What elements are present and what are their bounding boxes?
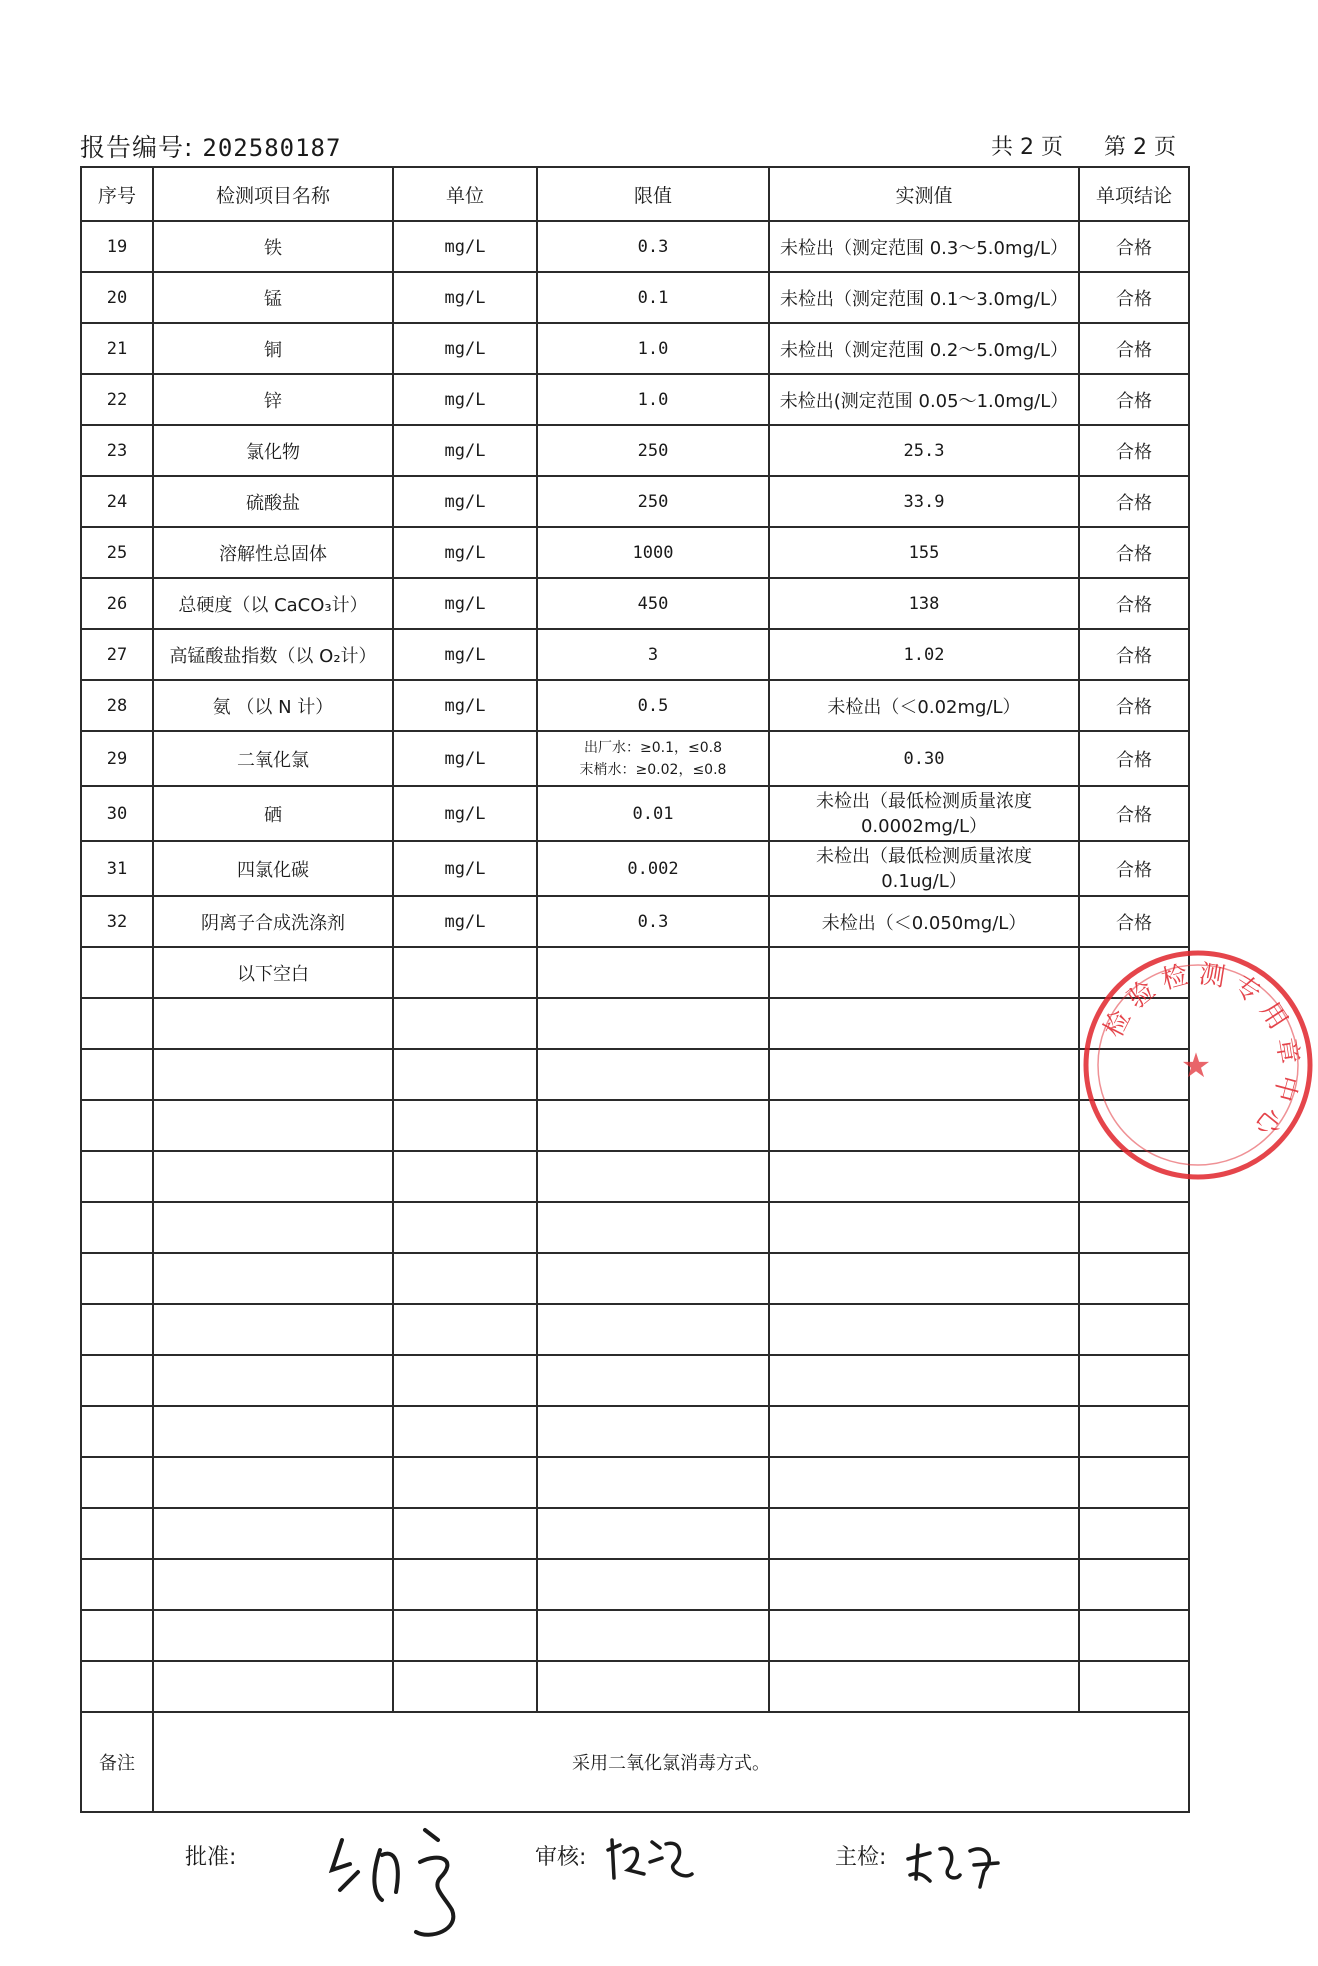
empty-cell bbox=[393, 1100, 537, 1151]
row-conclusion: 合格 bbox=[1079, 896, 1189, 947]
empty-cell bbox=[1079, 1559, 1189, 1610]
empty-cell bbox=[81, 1406, 153, 1457]
row-item: 铁 bbox=[153, 221, 393, 272]
row-result: 未检出（测定范围 0.2～5.0mg/L） bbox=[769, 323, 1079, 374]
empty-cell bbox=[393, 1508, 537, 1559]
col-header-result: 实测值 bbox=[769, 167, 1079, 221]
empty-cell bbox=[153, 1508, 393, 1559]
empty-cell bbox=[153, 1406, 393, 1457]
empty-cell bbox=[769, 1304, 1079, 1355]
empty-cell bbox=[81, 1304, 153, 1355]
empty-cell bbox=[393, 1304, 537, 1355]
official-stamp bbox=[1078, 945, 1318, 1185]
total-pages: 共 2 页 bbox=[991, 135, 1064, 160]
empty-cell bbox=[537, 947, 769, 998]
row-unit: mg/L bbox=[393, 896, 537, 947]
empty-cell bbox=[393, 998, 537, 1049]
row-conclusion: 合格 bbox=[1079, 527, 1189, 578]
row-unit: mg/L bbox=[393, 680, 537, 731]
table-row bbox=[81, 731, 1189, 786]
col-header-conclusion: 单项结论 bbox=[1079, 167, 1189, 221]
empty-cell bbox=[1079, 1457, 1189, 1508]
row-no: 32 bbox=[81, 896, 153, 947]
table-row bbox=[81, 527, 1189, 578]
empty-cell bbox=[769, 998, 1079, 1049]
empty-cell bbox=[393, 947, 537, 998]
row-limit: 250 bbox=[537, 425, 769, 476]
test-results-table bbox=[80, 166, 1190, 1813]
empty-cell bbox=[769, 1610, 1079, 1661]
empty-cell bbox=[1079, 1253, 1189, 1304]
empty-cell bbox=[393, 1253, 537, 1304]
row-unit: mg/L bbox=[393, 731, 537, 786]
row-item: 硒 bbox=[153, 786, 393, 841]
row-item: 溶解性总固体 bbox=[153, 527, 393, 578]
empty-cell bbox=[769, 1406, 1079, 1457]
empty-cell bbox=[81, 1559, 153, 1610]
empty-cell bbox=[153, 1202, 393, 1253]
approve-signature bbox=[320, 1800, 500, 1950]
table-header-row bbox=[81, 167, 1189, 221]
empty-cell bbox=[81, 1508, 153, 1559]
empty-cell bbox=[1079, 1355, 1189, 1406]
note-row bbox=[81, 1712, 1189, 1812]
row-result: 138 bbox=[769, 578, 1079, 629]
table-row bbox=[81, 578, 1189, 629]
result-line-1: 未检出（最低检测质量浓度 bbox=[816, 845, 1032, 867]
row-conclusion: 合格 bbox=[1079, 374, 1189, 425]
row-no: 25 bbox=[81, 527, 153, 578]
row-result: 0.30 bbox=[769, 731, 1079, 786]
row-no: 29 bbox=[81, 731, 153, 786]
empty-cell bbox=[81, 947, 153, 998]
row-no: 30 bbox=[81, 786, 153, 841]
report-number bbox=[80, 128, 341, 164]
empty-cell bbox=[1079, 1202, 1189, 1253]
empty-cell bbox=[537, 1661, 769, 1712]
row-no: 26 bbox=[81, 578, 153, 629]
row-unit: mg/L bbox=[393, 221, 537, 272]
empty-cell bbox=[537, 1355, 769, 1406]
empty-cell bbox=[81, 1202, 153, 1253]
row-unit: mg/L bbox=[393, 323, 537, 374]
empty-cell bbox=[537, 1202, 769, 1253]
row-result: 1.02 bbox=[769, 629, 1079, 680]
note-label: 备注 bbox=[81, 1712, 153, 1812]
empty-cell bbox=[537, 1406, 769, 1457]
row-result: 未检出（＜0.02mg/L） bbox=[769, 680, 1079, 731]
row-conclusion: 合格 bbox=[1079, 476, 1189, 527]
empty-cell bbox=[153, 1610, 393, 1661]
row-no: 24 bbox=[81, 476, 153, 527]
empty-cell bbox=[393, 1559, 537, 1610]
result-line-2: 0.0002mg/L） bbox=[860, 815, 988, 837]
empty-row bbox=[81, 1049, 1189, 1100]
empty-row bbox=[81, 1406, 1189, 1457]
empty-cell bbox=[153, 1355, 393, 1406]
row-no: 27 bbox=[81, 629, 153, 680]
table-row bbox=[81, 896, 1189, 947]
row-limit: 0.3 bbox=[537, 896, 769, 947]
empty-cell bbox=[1079, 1610, 1189, 1661]
row-result: 未检出（测定范围 0.3～5.0mg/L） bbox=[769, 221, 1079, 272]
row-item: 阴离子合成洗涤剂 bbox=[153, 896, 393, 947]
empty-cell bbox=[393, 1406, 537, 1457]
row-conclusion: 合格 bbox=[1079, 629, 1189, 680]
report-header bbox=[80, 128, 1176, 162]
page-indicator bbox=[957, 130, 1176, 161]
empty-row bbox=[81, 1304, 1189, 1355]
row-unit: mg/L bbox=[393, 629, 537, 680]
empty-cell bbox=[769, 1049, 1079, 1100]
empty-cell bbox=[393, 1661, 537, 1712]
empty-cell bbox=[537, 1559, 769, 1610]
empty-cell bbox=[1079, 1508, 1189, 1559]
empty-row bbox=[81, 1355, 1189, 1406]
empty-cell bbox=[153, 1151, 393, 1202]
page-number: 第 2 页 bbox=[1104, 135, 1176, 160]
table-row bbox=[81, 786, 1189, 841]
review-label: 审核: bbox=[535, 1845, 587, 1870]
empty-cell bbox=[769, 1253, 1079, 1304]
col-header-unit: 单位 bbox=[393, 167, 537, 221]
empty-cell bbox=[81, 1661, 153, 1712]
blank-marker-row bbox=[81, 947, 1189, 998]
table-row bbox=[81, 272, 1189, 323]
empty-cell bbox=[153, 1253, 393, 1304]
empty-cell bbox=[81, 1151, 153, 1202]
row-limit: 0.3 bbox=[537, 221, 769, 272]
row-no: 19 bbox=[81, 221, 153, 272]
row-limit: 0.1 bbox=[537, 272, 769, 323]
report-number-label: 报告编号: bbox=[80, 133, 194, 162]
empty-cell bbox=[769, 1355, 1079, 1406]
row-conclusion: 合格 bbox=[1079, 680, 1189, 731]
empty-cell bbox=[81, 1253, 153, 1304]
empty-cell bbox=[81, 1457, 153, 1508]
table-row bbox=[81, 476, 1189, 527]
empty-cell bbox=[1079, 1406, 1189, 1457]
row-limit: 0.002 bbox=[537, 841, 769, 896]
row-conclusion: 合格 bbox=[1079, 323, 1189, 374]
empty-cell bbox=[769, 1559, 1079, 1610]
empty-row bbox=[81, 1559, 1189, 1610]
table-row bbox=[81, 629, 1189, 680]
row-result bbox=[769, 786, 1079, 841]
empty-row bbox=[81, 1610, 1189, 1661]
empty-cell bbox=[153, 1049, 393, 1100]
empty-cell bbox=[393, 1457, 537, 1508]
table-row bbox=[81, 841, 1189, 896]
inspect-label: 主检: bbox=[835, 1845, 887, 1870]
row-conclusion: 合格 bbox=[1079, 578, 1189, 629]
row-item: 锰 bbox=[153, 272, 393, 323]
row-limit: 1000 bbox=[537, 527, 769, 578]
row-conclusion: 合格 bbox=[1079, 221, 1189, 272]
row-conclusion: 合格 bbox=[1079, 786, 1189, 841]
empty-row bbox=[81, 1661, 1189, 1712]
row-unit: mg/L bbox=[393, 578, 537, 629]
row-limit: 1.0 bbox=[537, 323, 769, 374]
row-item: 氨 （以 N 计） bbox=[153, 680, 393, 731]
row-item: 二氧化氯 bbox=[153, 731, 393, 786]
empty-cell bbox=[769, 1202, 1079, 1253]
row-no: 31 bbox=[81, 841, 153, 896]
empty-row bbox=[81, 1457, 1189, 1508]
empty-row bbox=[81, 1151, 1189, 1202]
empty-cell bbox=[393, 1202, 537, 1253]
row-conclusion: 合格 bbox=[1079, 425, 1189, 476]
row-no: 22 bbox=[81, 374, 153, 425]
svg-text:★: ★ bbox=[1180, 1046, 1212, 1086]
empty-cell bbox=[81, 1100, 153, 1151]
review-signature bbox=[600, 1830, 700, 1890]
row-unit: mg/L bbox=[393, 527, 537, 578]
empty-cell bbox=[537, 998, 769, 1049]
empty-cell bbox=[537, 1508, 769, 1559]
empty-cell bbox=[1079, 1304, 1189, 1355]
row-result: 25.3 bbox=[769, 425, 1079, 476]
table-row bbox=[81, 425, 1189, 476]
empty-cell bbox=[769, 1100, 1079, 1151]
empty-cell bbox=[537, 1049, 769, 1100]
empty-cell bbox=[393, 1610, 537, 1661]
empty-cell bbox=[153, 1457, 393, 1508]
empty-cell bbox=[81, 998, 153, 1049]
row-no: 28 bbox=[81, 680, 153, 731]
empty-row bbox=[81, 1202, 1189, 1253]
row-no: 20 bbox=[81, 272, 153, 323]
blank-marker: 以下空白 bbox=[153, 947, 393, 998]
empty-row bbox=[81, 998, 1189, 1049]
row-unit: mg/L bbox=[393, 272, 537, 323]
row-result: 155 bbox=[769, 527, 1079, 578]
row-conclusion: 合格 bbox=[1079, 731, 1189, 786]
empty-cell bbox=[393, 1355, 537, 1406]
table-row bbox=[81, 323, 1189, 374]
note-text: 采用二氧化氯消毒方式。 bbox=[153, 1712, 1189, 1812]
row-item: 锌 bbox=[153, 374, 393, 425]
empty-cell bbox=[153, 1661, 393, 1712]
empty-cell bbox=[81, 1355, 153, 1406]
row-limit: 450 bbox=[537, 578, 769, 629]
empty-cell bbox=[769, 1508, 1079, 1559]
row-limit: 1.0 bbox=[537, 374, 769, 425]
empty-row bbox=[81, 1100, 1189, 1151]
inspect-signature bbox=[900, 1835, 1010, 1895]
col-header-no: 序号 bbox=[81, 167, 153, 221]
empty-row bbox=[81, 1508, 1189, 1559]
empty-cell bbox=[769, 1661, 1079, 1712]
row-result: 未检出(测定范围 0.05～1.0mg/L） bbox=[769, 374, 1079, 425]
row-conclusion: 合格 bbox=[1079, 841, 1189, 896]
empty-cell bbox=[393, 1049, 537, 1100]
row-unit: mg/L bbox=[393, 476, 537, 527]
empty-cell bbox=[153, 1100, 393, 1151]
row-conclusion: 合格 bbox=[1079, 272, 1189, 323]
row-unit: mg/L bbox=[393, 374, 537, 425]
empty-cell bbox=[537, 1304, 769, 1355]
table-row bbox=[81, 374, 1189, 425]
row-item: 铜 bbox=[153, 323, 393, 374]
row-item: 总硬度（以 CaCO₃计） bbox=[153, 578, 393, 629]
empty-cell bbox=[769, 947, 1079, 998]
limit-line-factory: 出厂水：≥0.1，≤0.8 bbox=[584, 739, 722, 756]
empty-cell bbox=[153, 998, 393, 1049]
row-unit: mg/L bbox=[393, 786, 537, 841]
empty-cell bbox=[537, 1151, 769, 1202]
svg-text:检 验 检 测 专 用 章 中 心: 检 验 检 测 专 用 章 中 心 bbox=[1098, 959, 1304, 1142]
row-item: 四氯化碳 bbox=[153, 841, 393, 896]
row-item: 高锰酸盐指数（以 O₂计） bbox=[153, 629, 393, 680]
empty-cell bbox=[153, 1304, 393, 1355]
empty-cell bbox=[81, 1049, 153, 1100]
row-unit: mg/L bbox=[393, 841, 537, 896]
row-limit: 0.01 bbox=[537, 786, 769, 841]
row-limit: 0.5 bbox=[537, 680, 769, 731]
empty-cell bbox=[153, 1559, 393, 1610]
approve-label: 批准: bbox=[185, 1845, 237, 1870]
row-item: 氯化物 bbox=[153, 425, 393, 476]
limit-line-tap: 末梢水：≥0.02，≤0.8 bbox=[579, 761, 727, 778]
empty-cell bbox=[537, 1100, 769, 1151]
row-item: 硫酸盐 bbox=[153, 476, 393, 527]
result-line-1: 未检出（最低检测质量浓度 bbox=[816, 790, 1032, 812]
row-limit: 250 bbox=[537, 476, 769, 527]
empty-cell bbox=[1079, 1661, 1189, 1712]
row-result: 未检出（测定范围 0.1～3.0mg/L） bbox=[769, 272, 1079, 323]
empty-cell bbox=[537, 1457, 769, 1508]
report-number-value: 202580187 bbox=[202, 134, 342, 162]
row-result: 33.9 bbox=[769, 476, 1079, 527]
empty-cell bbox=[769, 1457, 1079, 1508]
result-line-2: 0.1ug/L） bbox=[881, 870, 967, 892]
row-unit: mg/L bbox=[393, 425, 537, 476]
row-no: 21 bbox=[81, 323, 153, 374]
empty-row bbox=[81, 1253, 1189, 1304]
col-header-item: 检测项目名称 bbox=[153, 167, 393, 221]
empty-cell bbox=[769, 1151, 1079, 1202]
row-limit bbox=[537, 731, 769, 786]
empty-cell bbox=[81, 1610, 153, 1661]
row-limit: 3 bbox=[537, 629, 769, 680]
empty-cell bbox=[537, 1610, 769, 1661]
empty-cell bbox=[393, 1151, 537, 1202]
col-header-limit: 限值 bbox=[537, 167, 769, 221]
row-result: 未检出（＜0.050mg/L） bbox=[769, 896, 1079, 947]
row-no: 23 bbox=[81, 425, 153, 476]
table-row bbox=[81, 680, 1189, 731]
row-result bbox=[769, 841, 1079, 896]
table-row bbox=[81, 221, 1189, 272]
empty-cell bbox=[537, 1253, 769, 1304]
